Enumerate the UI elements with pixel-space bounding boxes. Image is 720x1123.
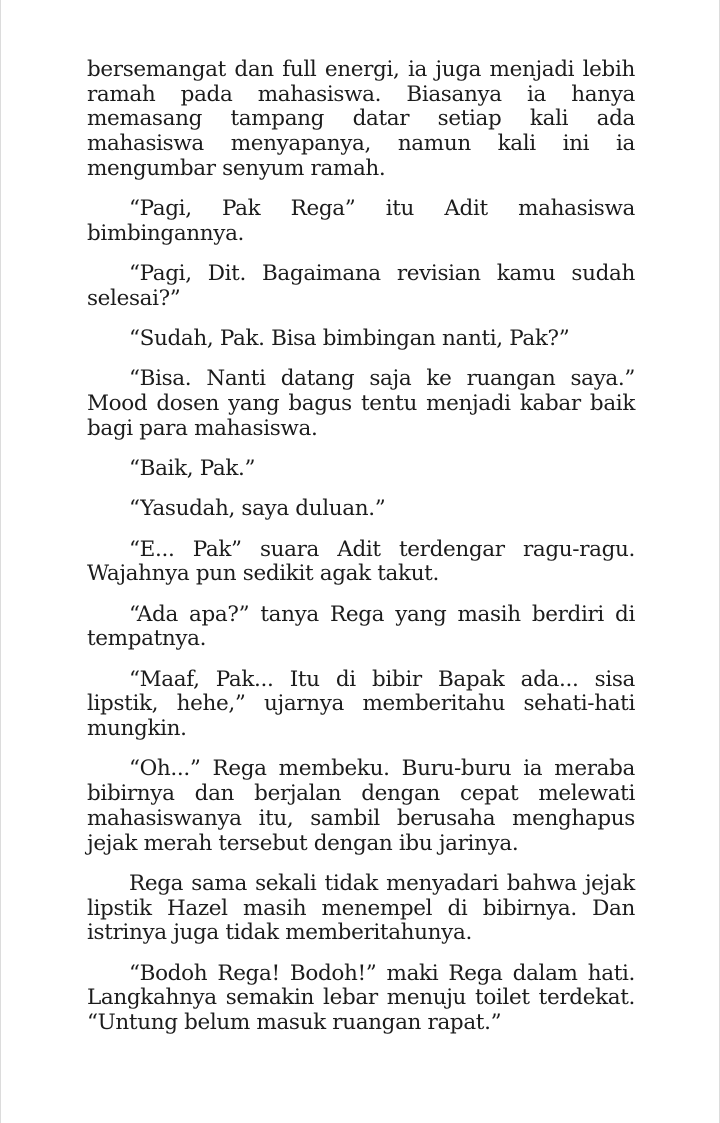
paragraph-11: “Oh...” Rega membeku. Buru-buru ia meraba bibirnya dan berjalan dengan cepat melewati mahasiswanya itu, sambil berusaha menghapus jejak merah tersebut dengan ibu jarinya. [87,756,635,856]
paragraph-12: Rega sama sekali tidak menyadari bahwa jejak lipstik Hazel masih menempel di bibirnya. Dan istrinya juga tidak memberitahunya. [87,870,635,946]
page-text [87,58,635,1051]
paragraph-3: “Pagi, Dit. Bagaimana revisian kamu sudah selesai?” [87,261,635,311]
paragraph-10: “Maaf, Pak... Itu di bibir Bapak ada... sisa lipstik, hehe,” ujarnya memberitahu sehati-hati mungkin. [87,666,635,742]
paragraph-6: “Baik, Pak.” [129,456,256,482]
paragraph-1: bersemangat dan full energi, ia juga menjadi lebih ramah pada mahasiswa. Biasanya ia hanya memasang tampang datar setiap kali ada mahasiswa menyapanya, namun kali ini ia mengumbar senyum ramah. [87,57,635,181]
paragraph-8: “E... Pak” suara Adit terdengar ragu-ragu. Wajahnya pun sedikit agak takut. [87,536,635,587]
paragraph-13: “Bodoh Rega! Bodoh!” maki Rega dalam hati. Langkahnya semakin lebar menuju toilet terdekat. “Untung belum masuk ruangan rapat.” [87,960,635,1035]
paragraph-4: “Sudah, Pak. Bisa bimbingan nanti, Pak?” [129,326,570,352]
paragraph-2: “Pagi, Pak Rega” itu Adit mahasiswa bimbingannya. [87,196,635,246]
paragraph-7: “Yasudah, saya duluan.” [129,496,386,522]
paragraph-9: “Ada apa?” tanya Rega yang masih berdiri di tempatnya. [87,601,635,652]
paragraph-5: “Bisa. Nanti datang saja ke ruangan saya.” Mood dosen yang bagus tentu menjadi kabar baik bagi para mahasiswa. [87,366,635,441]
